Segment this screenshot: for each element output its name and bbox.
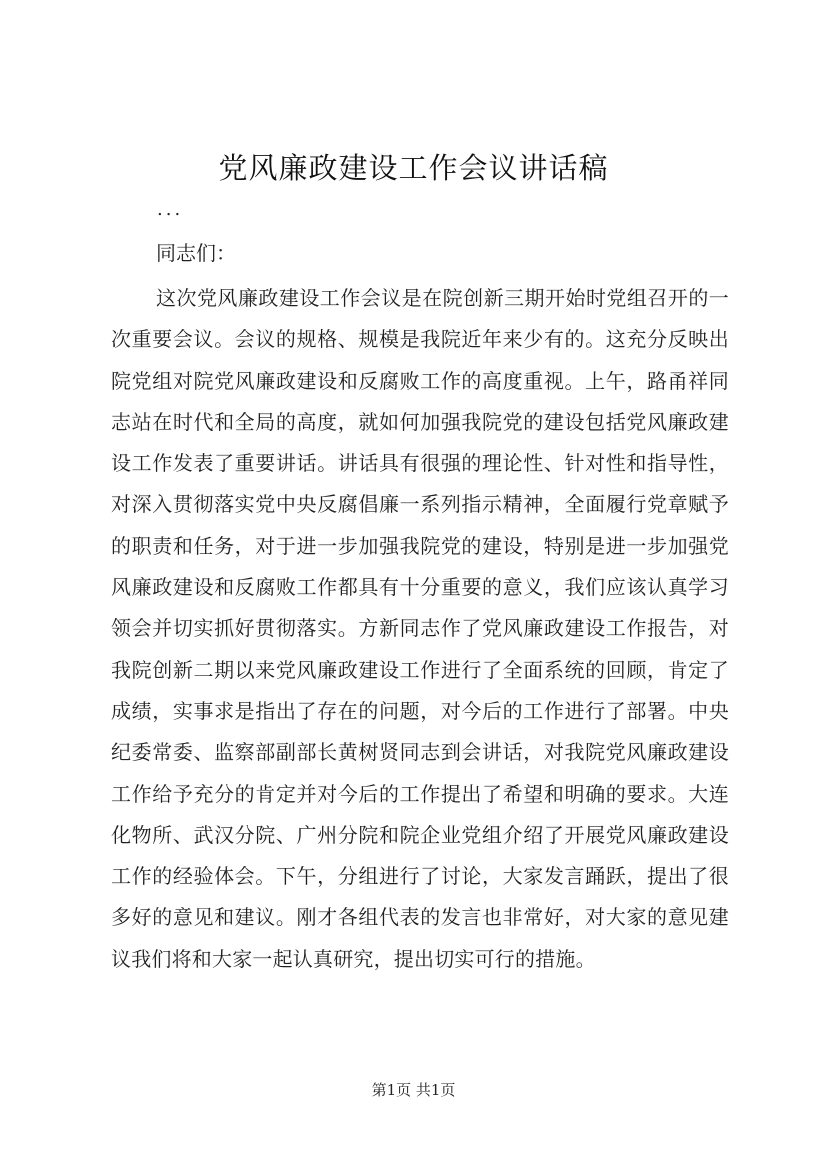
ellipsis-marker: ... [157,199,184,220]
document-title: 党风廉政建设工作会议讲话稿 [218,151,609,185]
body-paragraph: 这次党风廉政建设工作会议是在院创新三期开始时党组召开的一次重要会议。会议的规格、规模是我院近年来少有的。这充分反映出院党组对院党风廉政建设和反腐败工作的高度重视。上午，路甬祥同志站在时代和全局的高度，就如何加强我院党的建设包括党风廉政建设工作发表了重要讲话。讲话具有很强的理论性、针对性和指导性，对深入贯彻落实党中央反腐倡廉一系列指示精神，全面履行党章赋予的职责和任务，对于进一步加强我院党的建设，特别是进一步加强党风廉政建设和反腐败工作都具有十分重要的意义，我们应该认真学习领会并切实抓好贯彻落实。方新同志作了党风廉政建设工作报告，对我院创新二期以来党风廉政建设工作进行了全面系统的回顾，肯定了成绩，实事求是指出了存在的问题，对今后的工作进行了部署。中央纪委常委、监察部副部长黄树贤同志到会讲话，对我院党风廉政建设工作给予充分的肯定并对今后的工作提出了希望和明确的要求。大连化物所、武汉分院、广州分院和院企业党组介绍了开展党风廉政建设工作的经验体会。下午，分组进行了讨论，大家发言踊跃，提出了很多好的意见和建议。刚才各组代表的发言也非常好，对大家的意见建议我们将和大家一起认真研究，提出切实可行的措施。 [111,286,729,971]
salutation: 同志们： [156,241,236,265]
page-footer: 第1页 共1页 [371,1081,456,1099]
